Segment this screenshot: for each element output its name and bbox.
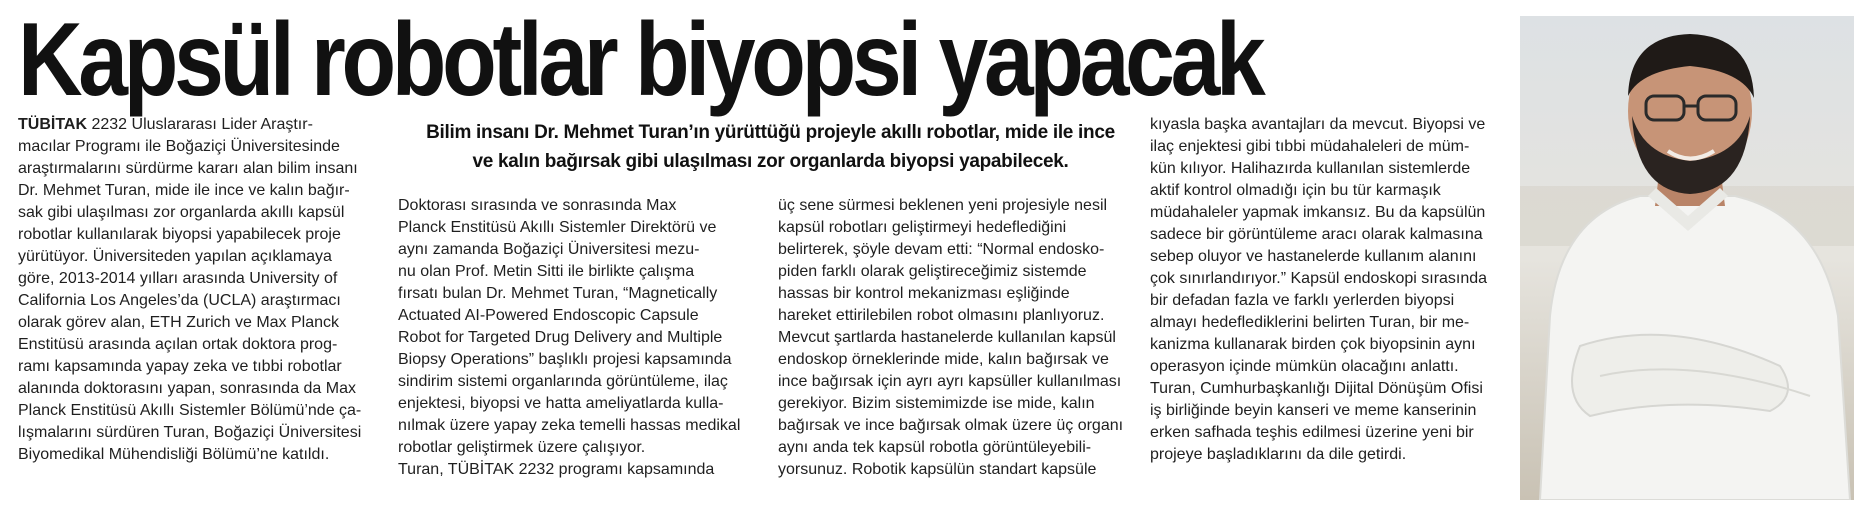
article-column-1 [18, 114, 378, 516]
column-1-text: 2232 Uluslararası Lider Araştır- macılar Programı ile Boğaziçi Üniversitesinde araştırmalarını sürdürme kararı alan bilim insanı Dr. Mehmet Turan, mide ile ince ve kalın bağır- sak gibi ulaşılması zor organlarda akıllı kapsül robotlar kullanılarak biyopsi yapabilecek proje yürütüyor. Üniversiteden yapılan açıklamaya göre, 2013-2014 yılları arasında University of California Los Angeles’da (UCLA) araştırmacı olarak görev alan, ETH Zurich ve Max Planck Enstitüsü arasında açılan ortak doktora prog- ramı kapsamında yapay zeka ve tıbbi robotlar alanında doktorasını yapan, sonrasında da Max Planck Enstitüsü Akıllı Sistemler Bölümü’nde ça- lışmalarını sürdüren Turan, Boğaziçi Üniversitesi Biyomedikal Mühendisliği Bölümü’ne katıldı. [18, 116, 362, 463]
article-column-3: üç sene sürmesi beklenen yeni projesiyle nesil kapsül robotları geliştirmeyi hedeflediğini belirterek, şöyle devam etti: “Normal endosko- piden farklı olarak geliştireceğimiz sistemde hassas bir kontrol mekanizması eşliğinde hareket ettirilebilen robot olmasını planlıyoruz. Mevcut şartlarda hastanelerde kullanılan kapsül endoskop örneklerinde mide, kalın bağırsak ve ince bağırsak için ayrı ayrı kapsüller kullanılması gerekiyor. Bizim sistemimizde ise mide, kalın bağırsak ve ince bağırsak olmak üzere üç organı aynı anda tek kapsül robotla görüntüleyebili- yorsunuz. Robotik kapsülün standart kapsüle [778, 197, 1124, 478]
portrait-photo [1520, 16, 1854, 500]
headline: Kapsül robotlar biyopsi yapacak [18, 2, 1262, 118]
subheadline: Bilim insanı Dr. Mehmet Turan’ın yürüttüğü projeyle akıllı robotlar, mide ile ince ve kalın bağırsak gibi ulaşılması zor organlarda biyopsi yapabilecek. [426, 122, 1115, 172]
person-portrait-icon [1520, 16, 1854, 500]
lead-word: TÜBİTAK [18, 116, 88, 133]
article-column-2: Doktorası sırasında ve sonrasında Max Planck Enstitüsü Akıllı Sistemler Direktörü ve aynı zamanda Boğaziçi Üniversitesi mezu- nu olan Prof. Metin Sitti ile birlikte çalışma fırsatı bulan Dr. Mehmet Turan, “Magnetically Actuated AI-Powered Endoscopic Capsule Robot for Targeted Drug Delivery and Multiple Biopsy Operations” başlıklı projesi kapsamında sindirim sistemi organlarında görüntüleme, ilaç enjektesi, biyopsi ve hatta ameliyatlarda kulla- nılmak üzere yapay zeka temelli hassas medikal robotlar geliştirmek üzere çalışıyor. Turan, TÜBİTAK 2232 programı kapsamında [398, 197, 741, 478]
article-column-4: kıyasla başka avantajları da mevcut. Biyopsi ve ilaç enjektesi gibi tıbbi müdahaleleri de müm- kün kılıyor. Halihazırda kullanılan sistemlerde aktif kontrol olmadığı için bu tür karmaşık müdahaleler yapmak imkansız. Bu da kapsülün sadece bir görüntüleme aracı olarak kalmasına sebep oluyor ve hastanelerde kullanım alanını çok sınırlandırıyor.” Kapsül endoskopi sırasında bir defadan fazla ve farklı yerlerden biyopsi almayı hedeflediklerini belirten Turan, bir me- kanizma kullanarak birden çok biyopsinin aynı operasyon içinde mümkün olacağını anlattı. Turan, Cumhurbaşkanlığı Dijital Dönüşüm Ofisi iş birliğinde beyin kanseri ve meme kanserinin erken safhada teşhis edilmesi üzerine yeni bir projeye başladıklarını da dile getirdi. [1150, 116, 1488, 463]
